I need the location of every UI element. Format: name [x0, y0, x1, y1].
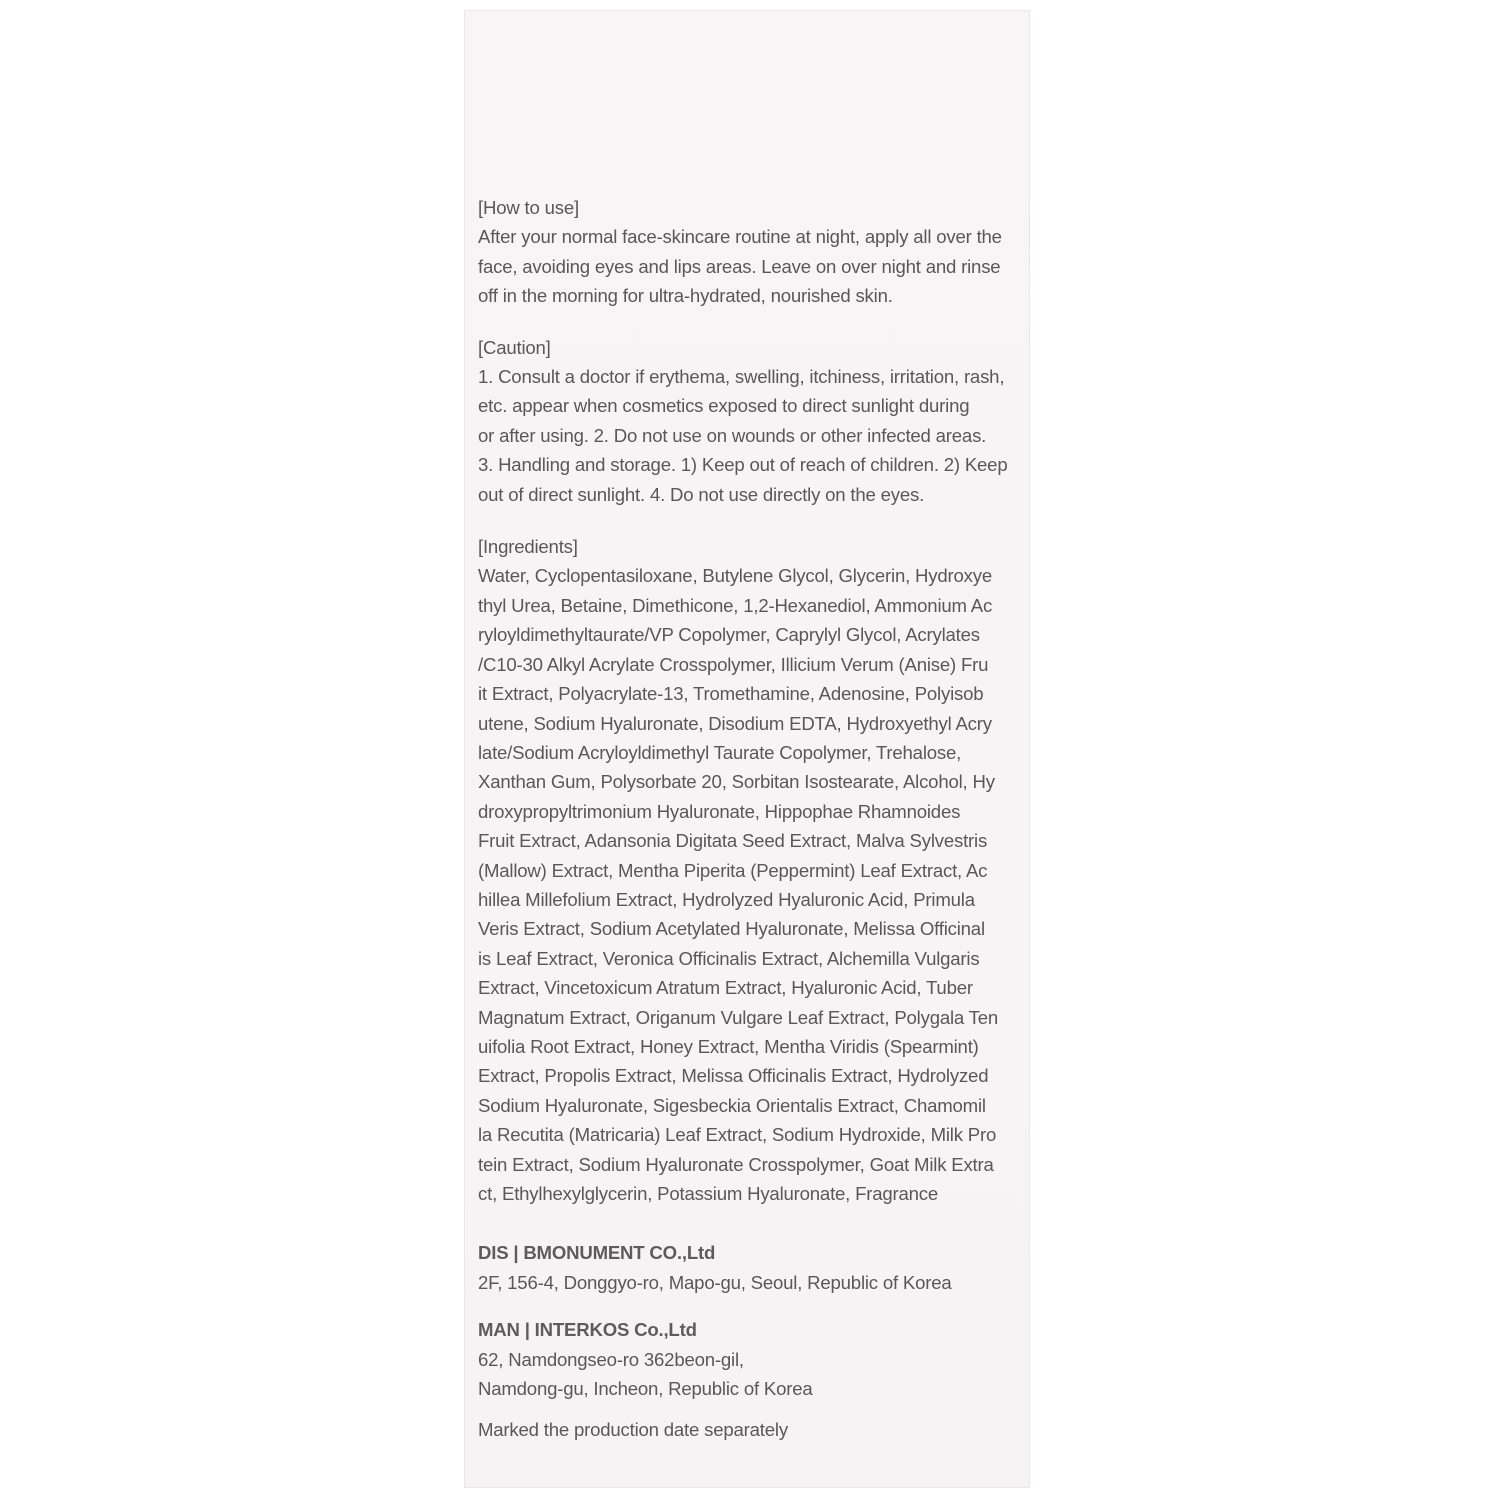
text-line: tein Extract, Sodium Hyaluronate Crosspolymer, Goat Milk Extra: [478, 1153, 994, 1175]
text-line: Extract, Propolis Extract, Melissa Officinalis Extract, Hydrolyzed: [478, 1065, 989, 1087]
text-line: ryloyldimethyltaurate/VP Copolymer, Caprylyl Glycol, Acrylates: [478, 624, 980, 646]
distributor-address: [478, 1268, 1018, 1297]
text-line: ct, Ethylhexylglycerin, Potassium Hyaluronate, Fragrance: [478, 1183, 939, 1204]
distributor-section: [478, 1238, 1018, 1297]
text-line: After your normal face-skincare routine at night, apply all over the: [478, 226, 1002, 248]
production-note-section: [478, 1415, 1018, 1444]
label-text-block: [478, 193, 1018, 1445]
caution-heading: [Caution]: [478, 336, 551, 358]
production-date-note: Marked the production date separately: [478, 1419, 788, 1441]
text-line: Veris Extract, Sodium Acetylated Hyaluronate, Melissa Officinal: [478, 918, 985, 940]
caution-section: [478, 333, 1018, 509]
text-line: Water, Cyclopentasiloxane, Butylene Glycol, Glycerin, Hydroxye: [478, 565, 992, 587]
text-line: la Recutita (Matricaria) Leaf Extract, Sodium Hydroxide, Milk Pro: [478, 1124, 997, 1146]
address-line: 2F, 156-4, Donggyo-ro, Mapo-gu, Seoul, Republic of Korea: [478, 1271, 952, 1293]
text-line: it Extract, Polyacrylate-13, Tromethamine, Adenosine, Polyisob: [478, 683, 984, 705]
caution-text: [478, 362, 1018, 509]
text-line: droxypropyltrimonium Hyaluronate, Hippophae Rhamnoides: [478, 800, 961, 822]
address-line: Namdong-gu, Incheon, Republic of Korea: [478, 1378, 813, 1400]
text-line: 1. Consult a doctor if erythema, swelling, itchiness, irritation, rash,: [478, 366, 1005, 388]
how-to-use-heading: [How to use]: [478, 197, 579, 218]
text-line: /C10-30 Alkyl Acrylate Crosspolymer, Illicium Verum (Anise) Fru: [478, 653, 989, 675]
text-line: Magnatum Extract, Origanum Vulgare Leaf Extract, Polygala Ten: [478, 1006, 999, 1028]
ingredients-section: [478, 532, 1018, 1208]
how-to-use-section: [478, 193, 1018, 311]
text-line: Extract, Vincetoxicum Atratum Extract, Hyaluronic Acid, Tuber: [478, 977, 973, 999]
text-line: or after using. 2. Do not use on wounds or other infected areas.: [478, 424, 987, 446]
text-line: Xanthan Gum, Polysorbate 20, Sorbitan Isostearate, Alcohol, Hy: [478, 771, 995, 793]
text-line: 3. Handling and storage. 1) Keep out of reach of children. 2) Keep: [478, 454, 1008, 476]
address-line: 62, Namdongseo-ro 362beon-gil,: [478, 1348, 744, 1370]
text-line: Fruit Extract, Adansonia Digitata Seed Extract, Malva Sylvestris: [478, 830, 988, 852]
text-line: uifolia Root Extract, Honey Extract, Mentha Viridis (Spearmint): [478, 1035, 979, 1057]
text-line: out of direct sunlight. 4. Do not use directly on the eyes.: [478, 483, 925, 505]
manufacturer-address: [478, 1345, 1018, 1404]
text-line: late/Sodium Acryloyldimethyl Taurate Copolymer, Trehalose,: [478, 741, 962, 763]
text-line: face, avoiding eyes and lips areas. Leave on over night and rinse: [478, 255, 1001, 277]
text-line: utene, Sodium Hyaluronate, Disodium EDTA, Hydroxyethyl Acry: [478, 712, 992, 734]
how-to-use-text: [478, 222, 1018, 310]
ingredients-text: [478, 561, 1018, 1208]
manufacturer-name: MAN | INTERKOS Co.,Ltd: [478, 1319, 697, 1341]
text-line: etc. appear when cosmetics exposed to direct sunlight during: [478, 395, 970, 417]
text-line: thyl Urea, Betaine, Dimethicone, 1,2-Hexanediol, Ammonium Ac: [478, 594, 993, 616]
text-line: off in the morning for ultra-hydrated, nourished skin.: [478, 285, 893, 307]
ingredients-heading: [Ingredients]: [478, 536, 578, 558]
text-line: is Leaf Extract, Veronica Officinalis Extract, Alchemilla Vulgaris: [478, 947, 980, 969]
manufacturer-section: [478, 1315, 1018, 1403]
text-line: (Mallow) Extract, Mentha Piperita (Peppermint) Leaf Extract, Ac: [478, 859, 988, 881]
distributor-name: DIS | BMONUMENT CO.,Ltd: [478, 1242, 716, 1264]
text-line: hillea Millefolium Extract, Hydrolyzed Hyaluronic Acid, Primula: [478, 888, 975, 910]
text-line: Sodium Hyaluronate, Sigesbeckia Orientalis Extract, Chamomil: [478, 1094, 986, 1116]
